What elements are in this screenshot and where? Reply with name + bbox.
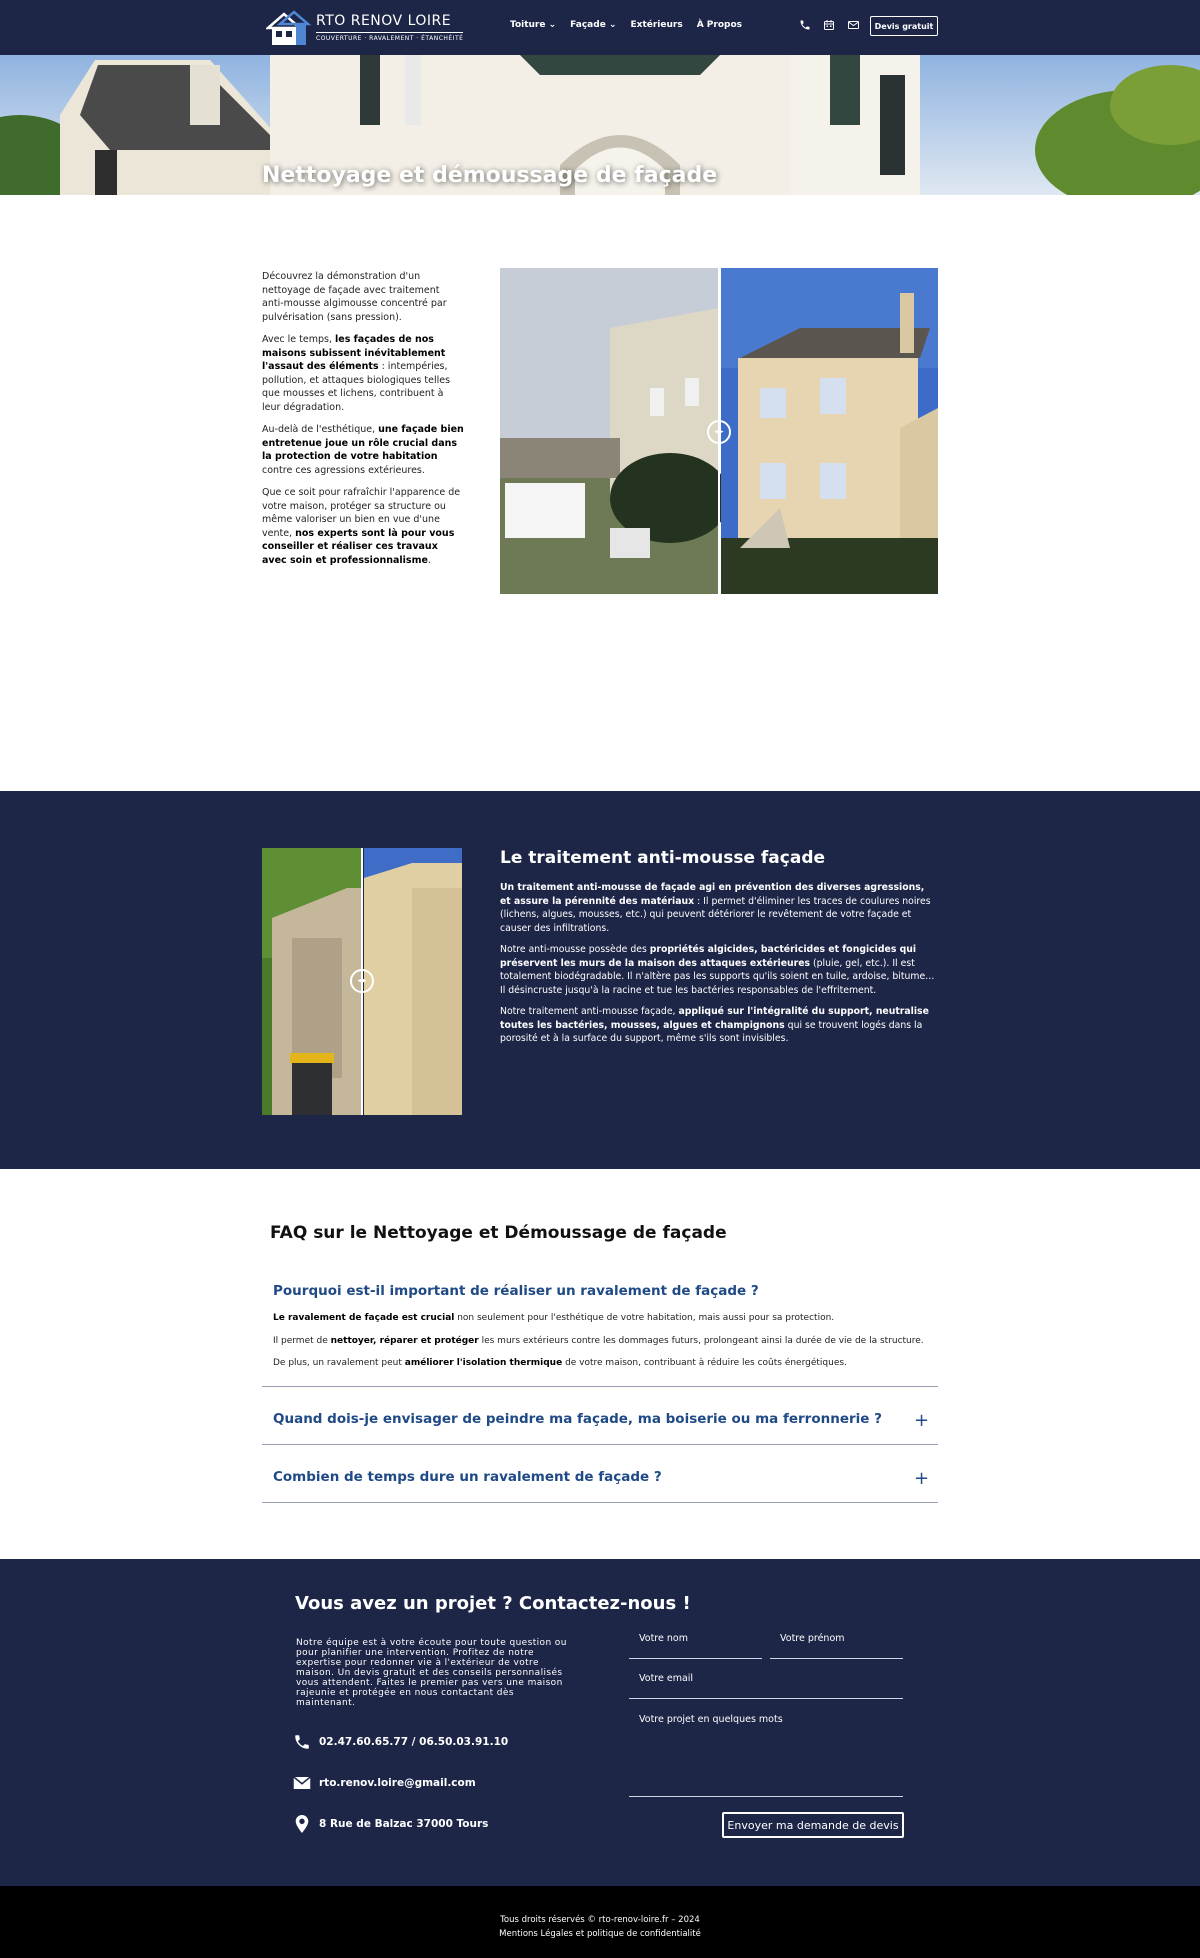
main-menu xyxy=(510,20,742,30)
submit-quote-button[interactable]: Envoyer ma demande de devis xyxy=(722,1812,904,1838)
contact-address xyxy=(293,1815,488,1833)
paragraph xyxy=(500,881,938,935)
text-segment: . xyxy=(427,554,431,566)
text-segment: De plus, un ravalement peut xyxy=(273,1358,405,1368)
faq-divider xyxy=(262,1444,938,1445)
text-segment: de votre maison, contribuant à réduire les coûts énergétiques. xyxy=(562,1358,847,1368)
menu-item-1[interactable] xyxy=(570,20,616,30)
contact-title: Vous avez un projet ? Contactez-nous ! xyxy=(295,1593,691,1614)
text-segment: qui se trouvent logés dans la porosité et à la surface du support, même s'ils sont invisibles. xyxy=(500,1019,923,1044)
contact-phone[interactable] xyxy=(293,1733,508,1751)
menu-item-label: Façade xyxy=(570,20,606,30)
contact-phone-text: 02.47.60.65.77 / 06.50.03.91.10 xyxy=(319,1736,509,1748)
text-segment: Il permet de xyxy=(273,1336,331,1346)
project-textarea[interactable]: Votre projet en quelques mots xyxy=(629,1714,903,1797)
emphasized-text: Un traitement anti-mousse de façade agi en prévention des diverses agressions, et assure la pérennité des matériaux xyxy=(500,882,925,907)
text-segment: contre ces agressions extérieures. xyxy=(262,464,425,476)
faq-answer-line-2 xyxy=(273,1336,924,1346)
paragraph xyxy=(262,423,464,477)
mail-icon[interactable] xyxy=(846,18,860,32)
text-segment: les murs extérieurs contre les dommages futurs, prolongeant ainsi la durée de vie de la structure. xyxy=(478,1336,924,1346)
faq-question-1[interactable]: Pourquoi est-il important de réaliser un ravalement de façade ? xyxy=(273,1283,759,1299)
menu-item-label: Toiture xyxy=(510,20,546,30)
site-footer xyxy=(0,1886,1200,1958)
brand-name: RTO RENOV LOIRE xyxy=(316,13,452,29)
faq-divider xyxy=(262,1502,938,1503)
contact-email-text: rto.renov.loire@gmail.com xyxy=(319,1777,476,1789)
paragraph xyxy=(262,333,464,414)
brand-tagline: COUVERTURE · RAVALEMENT · ÉTANCHÉITÉ xyxy=(316,32,463,42)
emphasized-text: propriétés algicides, bactéricides et fongicides qui préservent les murs de la maison des attaques extérieures xyxy=(500,944,917,969)
menu-item-3[interactable] xyxy=(697,20,742,30)
chevron-down-icon: ⌄ xyxy=(605,20,617,30)
text-segment: (pluie, gel, etc.). Il est totalement biodégradable. Il n'altère pas les supports qu'ils soient en tuile, ardoise, bitume… Il désincruste jusqu'à la racine et tue les bactéries responsables de l'effritement. xyxy=(500,957,935,996)
faq-section xyxy=(0,1169,1200,1559)
paragraph xyxy=(500,1005,938,1046)
text-segment: Que ce soit pour rafraîchir l'apparence de votre maison, protéger sa structure ou même valoriser un bien en vue d'une vente, xyxy=(262,487,461,539)
menu-item-label: Extérieurs xyxy=(630,20,683,30)
intro-section xyxy=(0,195,1200,791)
contact-address-text: 8 Rue de Balzac 37000 Tours xyxy=(319,1818,489,1830)
faq-expand-icon-3[interactable]: + xyxy=(914,1468,930,1489)
phone-icon[interactable] xyxy=(798,18,812,32)
first-name-field[interactable]: Votre prénom xyxy=(770,1633,903,1659)
emphasized-text: les façades de nos maisons subissent inévitablement l'assaut des éléments xyxy=(262,334,446,372)
menu-item-label: À Propos xyxy=(696,20,743,30)
faq-answer-line-3 xyxy=(273,1358,847,1368)
antimousse-section xyxy=(0,791,1200,1169)
calendar-icon[interactable] xyxy=(822,18,836,32)
intro-text-block xyxy=(262,270,464,576)
antimousse-title: Le traitement anti-mousse façade xyxy=(500,848,826,868)
nav-icon-group xyxy=(798,18,860,32)
contact-description: Notre équipe est à votre écoute pour toute question ou pour planifier une intervention. Profitez de notre expertise pour redonner vie à l'extérieur de votre maison. Un devis gratuit et des conseils personnalisés vous attendent. Faites le premier pas vers une maison rajeunie et protégée en nous contactant dès maintenant. xyxy=(296,1638,567,1708)
mail-icon xyxy=(293,1774,311,1792)
slider-handle-icon[interactable]: ◂▸ xyxy=(350,969,374,993)
name-field[interactable]: Votre nom xyxy=(629,1633,762,1659)
phone-icon xyxy=(293,1733,311,1751)
emphasized-text: Le ravalement de façade est crucial xyxy=(273,1313,455,1323)
email-field[interactable]: Votre email xyxy=(629,1673,903,1699)
text-segment: Notre traitement anti-mousse façade, xyxy=(500,1006,679,1017)
text-segment: Découvrez la démonstration d'un nettoyage de façade avec traitement anti-mousse algimousse concentré par pulvérisation (sans pression). xyxy=(262,271,447,323)
menu-item-0[interactable] xyxy=(510,20,556,30)
free-quote-button[interactable]: Devis gratuit xyxy=(870,16,938,36)
wall-before-after-slider[interactable] xyxy=(262,848,462,1115)
map-pin-icon xyxy=(293,1815,311,1833)
emphasized-text: appliqué sur l'intégralité du support, neutralise toutes les bactéries, mousses, algues et champignons xyxy=(500,1006,929,1031)
paragraph xyxy=(500,943,938,997)
slider-handle-icon[interactable]: ◂▸ xyxy=(707,420,731,444)
antimousse-text-block xyxy=(500,881,938,1054)
emphasized-text: améliorer l'isolation thermique xyxy=(404,1358,563,1368)
copyright-text: Tous droits réservés © rto-renov-loire.fr – 2024 xyxy=(500,1915,700,1925)
faq-answer-line-1 xyxy=(273,1313,834,1323)
chevron-down-icon: ⌄ xyxy=(545,20,557,30)
text-segment: : Il permet d'éliminer les traces de coulures noires (lichens, algues, mousses, etc.) qui peuvent détériorer le revêtement de votre façade et causer des infiltrations. xyxy=(500,895,931,934)
paragraph xyxy=(262,486,464,567)
text-segment: non seulement pour l'esthétique de votre habitation, mais aussi pour sa protection. xyxy=(454,1313,835,1323)
faq-divider xyxy=(262,1386,938,1387)
emphasized-text: nettoyer, réparer et protéger xyxy=(330,1336,479,1346)
faq-question-2[interactable]: Quand dois-je envisager de peindre ma façade, ma boiserie ou ma ferronnerie ? xyxy=(273,1411,882,1427)
house-logo-icon xyxy=(266,8,312,46)
paragraph xyxy=(262,270,464,324)
menu-item-2[interactable] xyxy=(631,20,683,30)
brand-logo[interactable] xyxy=(266,8,463,46)
hero-banner xyxy=(0,55,1200,195)
hero-title: Nettoyage et démoussage de façade xyxy=(262,163,718,188)
facade-before-after-slider[interactable] xyxy=(500,268,938,594)
faq-title: FAQ sur le Nettoyage et Démoussage de façade xyxy=(270,1223,727,1243)
emphasized-text: nos experts sont là pour vous conseiller et réaliser ces travaux avec soin et professionnalisme xyxy=(262,527,455,566)
text-segment: Avec le temps, xyxy=(262,334,335,345)
top-navbar xyxy=(0,0,1200,55)
faq-expand-icon-2[interactable]: + xyxy=(914,1410,930,1431)
faq-question-3[interactable]: Combien de temps dure un ravalement de façade ? xyxy=(273,1469,662,1485)
text-segment: Au-delà de l'esthétique, xyxy=(262,424,379,435)
contact-section xyxy=(0,1559,1200,1886)
contact-email[interactable] xyxy=(293,1774,476,1792)
text-segment: Notre anti-mousse possède des xyxy=(500,944,650,955)
text-segment: : intempéries, pollution, et attaques biologiques telles que mousses et lichens, contribuent à leur dégradation. xyxy=(262,361,451,413)
emphasized-text: une façade bien entretenue joue un rôle crucial dans la protection de votre habitation xyxy=(262,424,464,462)
legal-link[interactable]: Mentions Légales et politique de confidentialité xyxy=(499,1929,701,1939)
